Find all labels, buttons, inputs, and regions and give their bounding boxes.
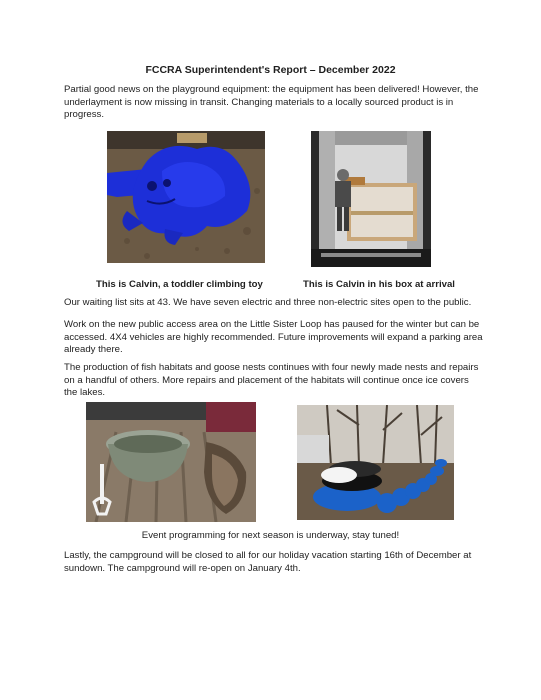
fish-habitat-photo	[297, 405, 454, 520]
calvin-box-photo	[311, 131, 431, 267]
waiting-list-paragraph: Our waiting list sits at 43. We have seven electric and three non-electric sites open to the public.	[64, 297, 472, 308]
fish-habitat-paragraph: The production of fish habitats and goose nests continues with four newly made nests and repairs on a handful of others. More repairs and placement of the habitats will continue once ice covers the lakes.	[64, 362, 479, 399]
calvin-box-caption: This is Calvin in his box at arrival	[303, 279, 455, 290]
public-access-paragraph: Work on the new public access area on the Little Sister Loop has paused for the winter but can be accessed. 4X4 vehicles are highly recommended. Future improvements will expand a parking area already there.	[64, 319, 483, 356]
calvin-toy-caption: This is Calvin, a toddler climbing toy	[96, 279, 263, 290]
holiday-closure-paragraph: Lastly, the campground will be closed to all for our holiday vacation starting 16th of December at sundown. The campground will re-open on January 4th.	[64, 550, 472, 574]
playground-paragraph: Partial good news on the playground equipment: the equipment has been delivered! However, the underlayment is now missing in transit. Changing materials to a locally sourced product is in progress.	[64, 84, 479, 121]
goose-nest-photo	[86, 402, 256, 522]
event-programming-caption: Event programming for next season is underway, stay tuned!	[141, 530, 400, 541]
calvin-toy-photo	[107, 131, 265, 263]
report-title: FCCRA Superintendent's Report – December 2022	[145, 64, 396, 76]
